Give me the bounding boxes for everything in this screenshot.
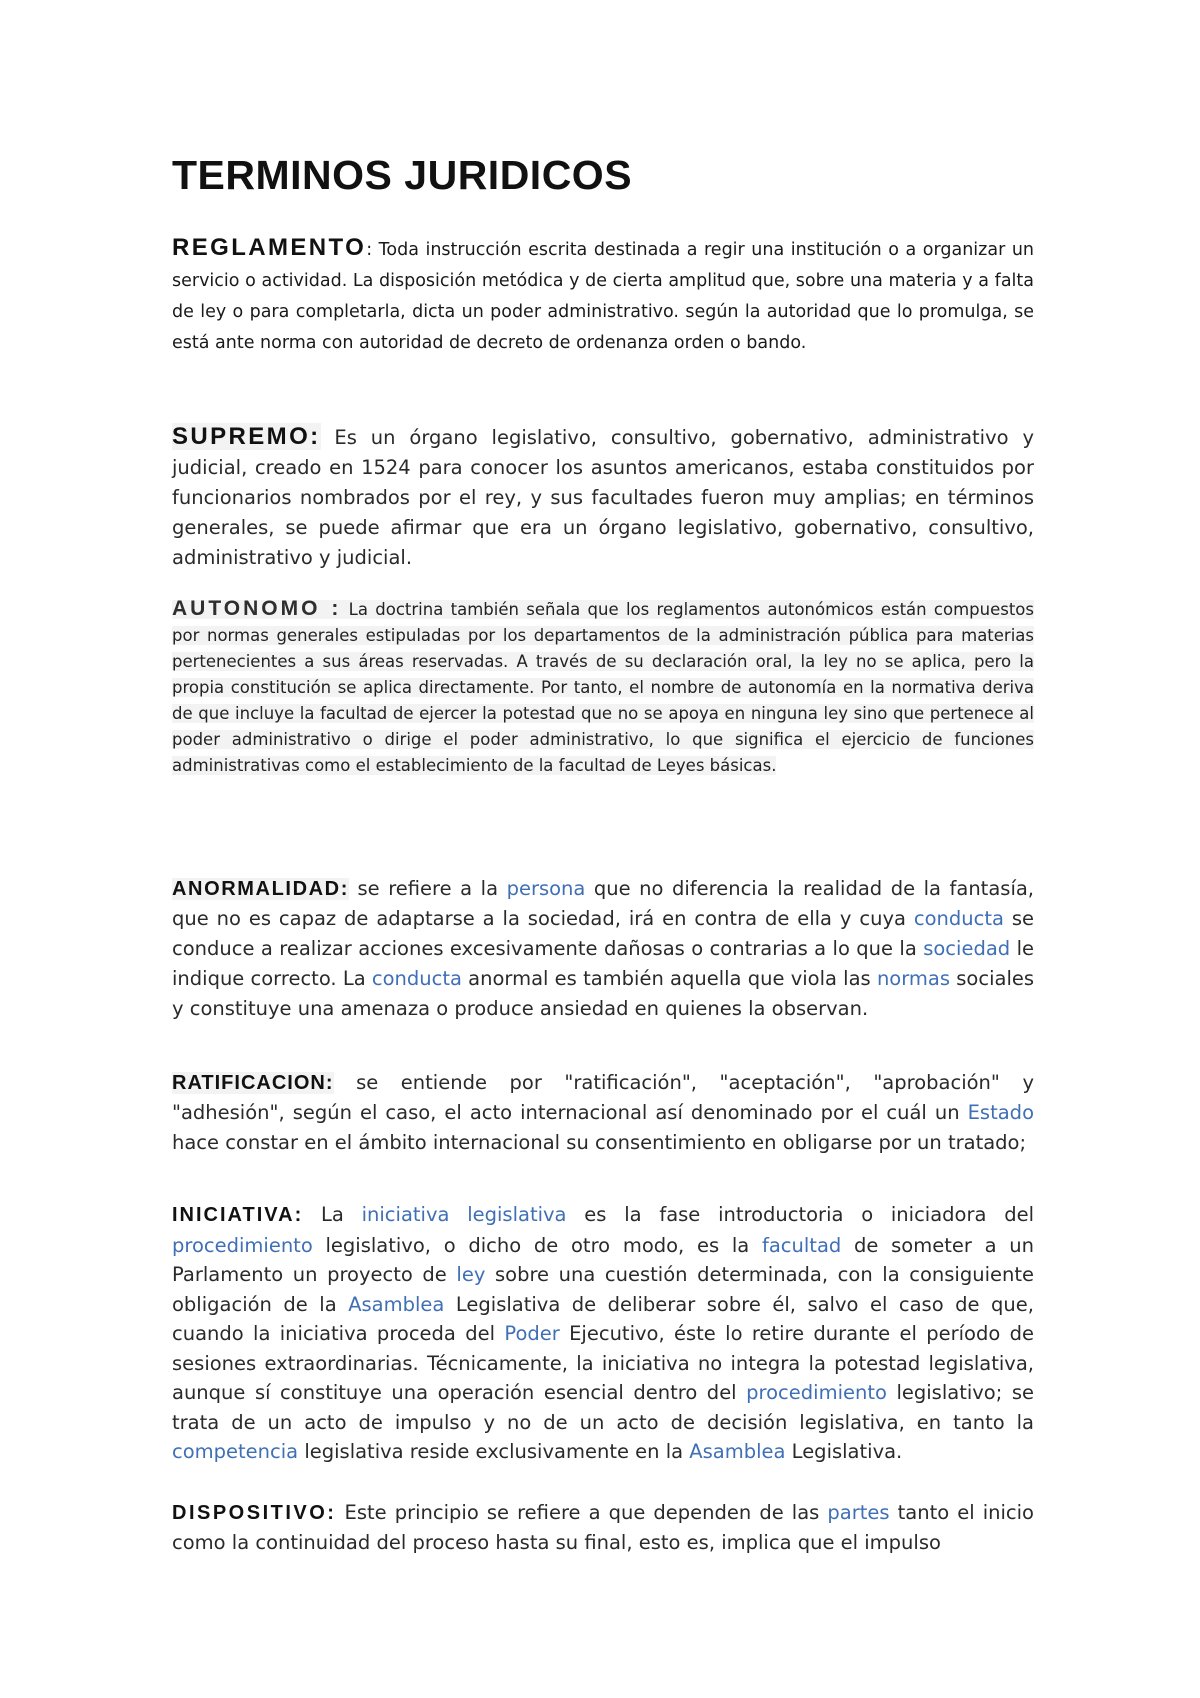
- term-reglamento: REGLAMENTO: [172, 234, 367, 261]
- definition-text: legislativa reside exclusivamente en la: [298, 1440, 690, 1463]
- term-link[interactable]: Asamblea: [689, 1440, 786, 1463]
- term-separator: :: [366, 240, 373, 260]
- entry-supremo: [172, 422, 1034, 573]
- entry-ratificacion: [172, 1068, 1034, 1158]
- term-link[interactable]: iniciativa legislativa: [361, 1203, 567, 1226]
- definition-text: legislativo; se trata de un acto de impulso y no de un acto de decisión legislativa, en tanto la: [172, 1381, 1034, 1434]
- term-anormalidad: ANORMALIDAD:: [172, 878, 349, 900]
- term-dispositivo: DISPOSITIVO:: [172, 1502, 337, 1524]
- definition-text: Ejecutivo, éste lo retire durante el período de sesiones extraordinarias. Técnicamente, la iniciativa no integra la potestad legislativa, aunque sí constituye una operación esencial dentro del: [172, 1322, 1035, 1404]
- term-supremo: SUPREMO:: [172, 423, 321, 450]
- term-link[interactable]: conducta: [371, 967, 462, 990]
- term-ratificacion: RATIFICACION:: [172, 1072, 334, 1094]
- term-link[interactable]: competencia: [172, 1440, 299, 1463]
- term-link[interactable]: procedimiento: [746, 1381, 887, 1404]
- term-link[interactable]: Poder: [504, 1322, 560, 1345]
- entry-dispositivo: [172, 1498, 1034, 1558]
- term-link[interactable]: conducta: [913, 907, 1004, 930]
- definition-text: es la fase introductoria o iniciadora del: [566, 1203, 1035, 1226]
- definition-text: le indique correcto. La: [172, 937, 1034, 990]
- entry-autonomo: [172, 596, 1034, 779]
- definition-autonomo: La doctrina también señala que los reglamentos autonómicos están compuestos por normas generales estipuladas por los departamentos de la administración pública para materias pertenecientes a sus áreas reservadas. A través de su declaración oral, la ley no se aplica, pero la propia constitución se aplica directamente. Por tanto, el nombre de autonomía en la normativa deriva de que incluye la facultad de ejercer la potestad que no se apoya en ninguna ley sino que pertenece al poder administrativo o dirige el poder administrativo, lo que significa el ejercicio de funciones administrativas como el establecimiento de la facultad de Leyes básicas.: [172, 600, 1034, 775]
- term-link[interactable]: ley: [456, 1263, 486, 1286]
- definition-text: La: [303, 1203, 362, 1226]
- definition-text: se refiere a la: [348, 877, 507, 900]
- definition-text: Legislativa de deliberar sobre él, salvo el caso de que, cuando la iniciativa proceda del: [172, 1292, 1034, 1345]
- definition-text: sobre una cuestión determinada, con la consiguiente obligación de la: [172, 1263, 1034, 1316]
- definition-supremo: Es un órgano legislativo, consultivo, gobernativo, administrativo y judicial, creado en 1524 para conocer los asuntos americanos, estaba constituidos por funcionarios nombrados por el rey, y sus facultades fueron muy amplias; en términos generales, se puede afirmar que era un órgano legislativo, gobernativo, consultivo, administrativo y judicial.: [172, 426, 1034, 569]
- definition-text: hace constar en el ámbito internacional su consentimiento en obligarse por un tratado;: [172, 1131, 1027, 1154]
- definition-text: se conduce a realizar acciones excesivamente dañosas o contrarias a lo que la: [172, 907, 1035, 960]
- term-link[interactable]: normas: [876, 967, 951, 990]
- term-autonomo: AUTONOMO :: [172, 597, 342, 620]
- definition-text: de someter a un Parlamento un proyecto de: [172, 1233, 1034, 1286]
- term-iniciativa: INICIATIVA:: [172, 1204, 304, 1226]
- definition-text: Legislativa.: [785, 1440, 903, 1463]
- definition-text: sociales y constituye una amenaza o produce ansiedad en quienes la observan.: [172, 967, 1035, 1020]
- entry-reglamento: [172, 232, 1034, 359]
- entry-anormalidad: [172, 874, 1034, 1024]
- definition-text: se entiende por "ratificación", "aceptación", "aprobación" y "adhesión", según el caso, el acto internacional así denominado por el cuál un: [172, 1071, 1034, 1124]
- term-link[interactable]: Estado: [967, 1101, 1034, 1124]
- document-title: TERMINOS JURIDICOS: [172, 152, 633, 198]
- definition-text: legislativo, o dicho de otro modo, es la: [312, 1233, 762, 1257]
- definition-text: anormal es también aquella que viola las: [461, 967, 877, 990]
- definition-text: tanto el inicio como la continuidad del proceso hasta su final, esto es, implica que el impulso: [172, 1501, 1034, 1554]
- term-link[interactable]: persona: [506, 877, 586, 900]
- term-link[interactable]: procedimiento: [172, 1233, 313, 1257]
- definition-text: Este principio se refiere a que dependen de las: [336, 1501, 828, 1524]
- entry-iniciativa: [172, 1200, 1034, 1467]
- term-link[interactable]: partes: [827, 1501, 890, 1524]
- term-link[interactable]: sociedad: [923, 937, 1011, 960]
- term-link[interactable]: Asamblea: [348, 1292, 445, 1316]
- definition-reglamento: Toda instrucción escrita destinada a regir una institución o a organizar un servicio o actividad. La disposición metódica y de cierta amplitud que, sobre una materia y a falta de ley o para completarla, dicta un poder administrativo. según la autoridad que lo promulga, se está ante norma con autoridad de decreto de ordenanza orden o bando.: [172, 240, 1034, 353]
- term-link[interactable]: facultad: [761, 1233, 842, 1257]
- definition-text: que no diferencia la realidad de la fantasía, que no es capaz de adaptarse a la sociedad, irá en contra de ella y cuya: [172, 877, 1035, 930]
